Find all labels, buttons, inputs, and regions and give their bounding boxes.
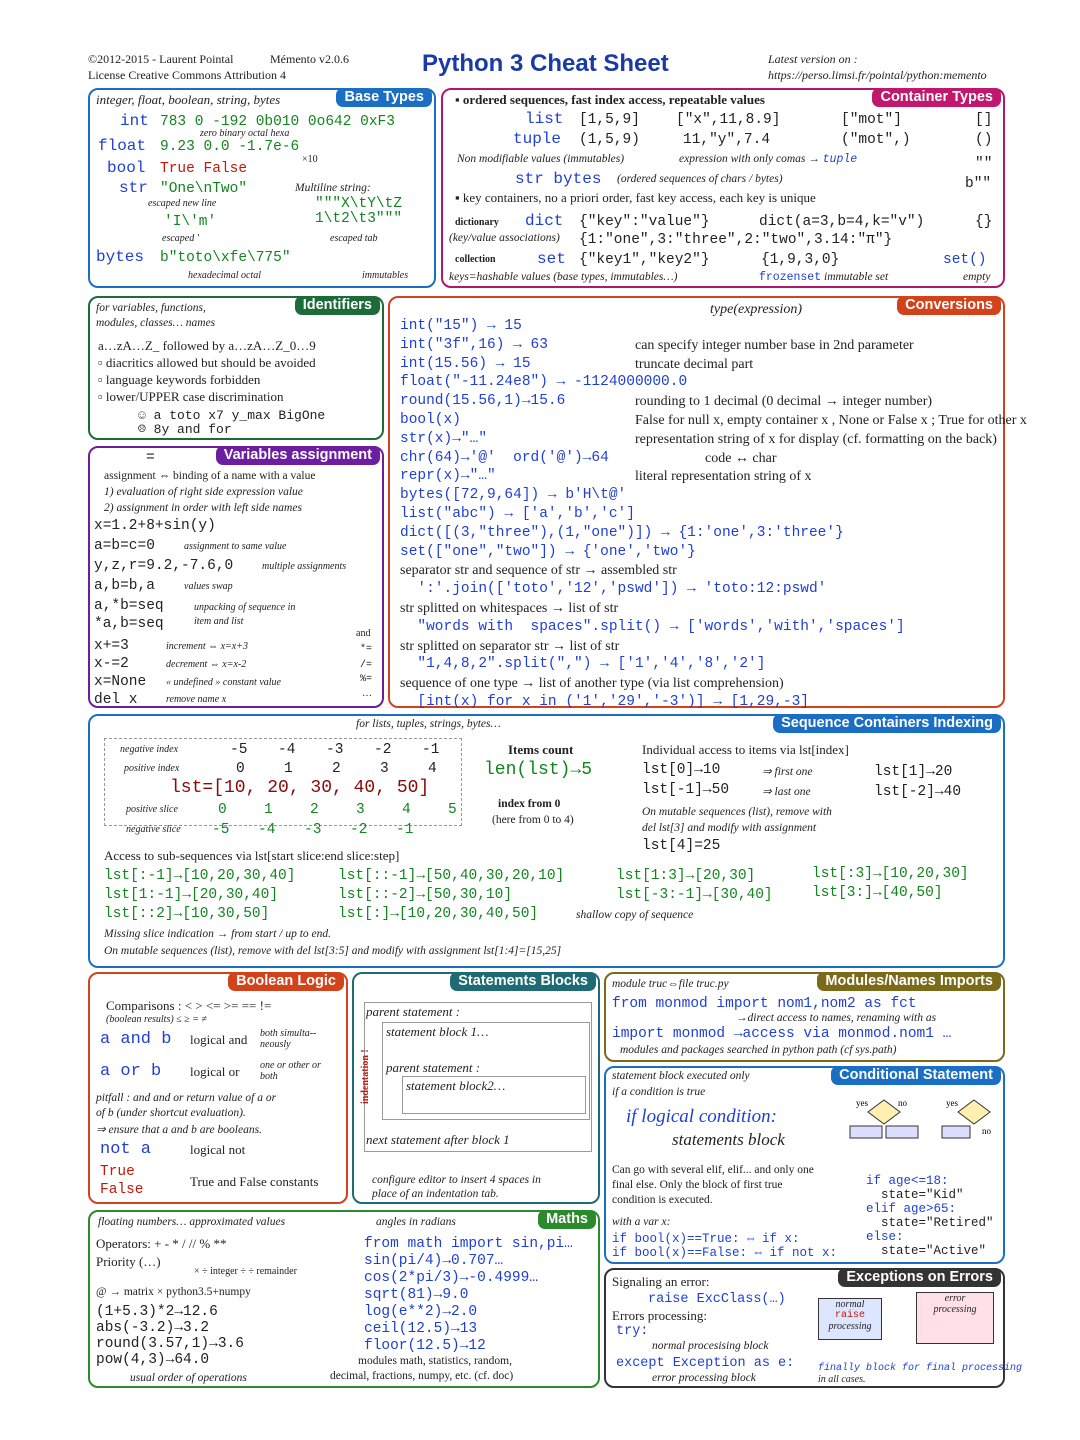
error-label: error — [944, 1293, 966, 1304]
lst-literal: lst=[10, 20, 30, 40, 50] — [170, 778, 430, 798]
pos-slice-2: 2 — [310, 802, 319, 818]
empty-label: empty — [963, 271, 991, 283]
conv-code-7: chr(64)→'@' ord('@')→64 — [400, 449, 609, 466]
var-ex-2: a=b=c=0 — [94, 538, 155, 554]
mutable-3: lst[4]=25 — [642, 838, 721, 854]
conv-desc-15: str splitted on whitespaces → list of str — [400, 601, 619, 616]
conv-code-3: float("-11.24e8") → -1124000000.0 — [400, 374, 688, 391]
conv-code-2: int(15.56) → 15 — [400, 355, 531, 372]
pos-slice-4: 4 — [402, 802, 411, 818]
conv-desc-2: truncate decimal part — [635, 356, 754, 372]
ordered-seq: ▪ ordered sequences, fast index access, repeatable values — [455, 92, 765, 107]
slice-example-3: lst[:3]→[10,20,30] — [812, 866, 969, 882]
collection-label: collection — [455, 254, 496, 265]
list-example-2: ["x",11,8.9] — [676, 112, 781, 128]
conv-code-10: list("abc") → ['a','b','c'] — [400, 506, 635, 522]
conv-desc-17: str splitted on separator str → list of str — [400, 638, 620, 654]
finally-note: finally block for final processing — [818, 1363, 1023, 1374]
list-keyword: list — [525, 110, 564, 128]
neg-index-1: -4 — [278, 742, 296, 758]
var-ex-3: y,z,r=9.2,-7.6,0 — [94, 558, 234, 574]
var-ex-56-desc1: unpacking of sequence in — [194, 602, 296, 613]
float-approx: floating numbers… approximated values — [98, 1216, 286, 1228]
age-6: state="Active" — [866, 1244, 987, 1258]
assign-symbol: = — [146, 450, 155, 466]
identifiers-panel — [88, 296, 384, 440]
ident-intro-2: modules, classes… names — [96, 317, 216, 329]
math-module-2: cos(2*pi/3)→-0.4999… — [364, 1270, 539, 1286]
empty-bytes: b"" — [965, 176, 992, 192]
list-example-3: ["mot"] — [841, 112, 902, 128]
not-example: not a — [100, 1140, 152, 1159]
pos-index-0: 0 — [236, 761, 245, 777]
strbytes-desc: (ordered sequences of chars / bytes) — [617, 173, 783, 185]
bytes-sub: hexadecimal octal — [188, 270, 262, 281]
tuple-example-2: 11,"y",7.4 — [683, 132, 771, 148]
neg-slice-2: -3 — [304, 822, 322, 838]
list-empty: [] — [975, 112, 993, 128]
frozenset-note: frozenset immutable set — [759, 271, 889, 284]
conditional-title: Conditional Statement — [831, 1066, 1001, 1085]
raise-label: raise — [834, 1310, 865, 1321]
indexing-panel — [88, 714, 1005, 968]
var-ex-5: a,*b=seq — [94, 598, 164, 614]
idx-intro: for lists, tuples, strings, bytes… — [356, 718, 501, 730]
conv-code-1: int("3f",16) → 63 — [400, 336, 548, 353]
bool-keyword: bool — [107, 159, 146, 177]
individual-access: Individual access to items via lst[index] — [642, 742, 849, 757]
vars-desc-1: assignment ⇔ binding of a name with a value — [104, 470, 316, 482]
var-ex-8: x-=2 — [94, 656, 129, 672]
keys-hashable: keys=hashable values (base types, immutables…) — [449, 271, 678, 283]
try-keyword: try: — [616, 1324, 649, 1339]
true-false-desc: True and False constants — [190, 1174, 319, 1189]
blocks-title: Statements Blocks — [450, 972, 596, 991]
math-example-2: round(3.57,1)→3.6 — [96, 1336, 244, 1352]
int-values: 783 0 -192 0b010 0o642 0xF3 — [160, 114, 395, 130]
modules-list-2: decimal, fractions, numpy, etc. (cf. doc) — [330, 1370, 514, 1382]
on-mutable: On mutable sequences (list), remove with del lst[3:5] and modify with assignment lst[1:4]=[15,25] — [104, 945, 562, 957]
age-5: else: — [866, 1230, 904, 1244]
normal-block: normal procesising block — [652, 1340, 769, 1352]
tuple-keyword: tuple — [513, 130, 562, 148]
blocks-panel — [352, 972, 600, 1204]
raise-example: raise ExcClass(…) — [648, 1292, 786, 1307]
statements-block: statements block — [672, 1130, 785, 1149]
pos-slice-5: 5 — [448, 802, 457, 818]
set-keyword: set — [537, 250, 566, 268]
dict-example-2: dict(a=3,b=4,k="v") — [759, 214, 925, 230]
pos-index-3: 3 — [380, 761, 389, 777]
parent-stmt-1: parent statement : — [366, 1004, 461, 1019]
op-div: /= — [360, 660, 373, 671]
set-empty: set() — [943, 252, 987, 268]
conv-desc-19: sequence of one type → list of another type (via list comprehension) — [400, 676, 784, 692]
var-ex-3-desc: multiple assignments — [262, 561, 347, 572]
index-from-0-b: (here from 0 to 4) — [492, 814, 574, 826]
modules-title: Modules/Names Imports — [817, 972, 1001, 991]
neg-index-3: -2 — [374, 742, 392, 758]
math-module-6: floor(12.5)→12 — [364, 1338, 486, 1354]
base-types-panel — [88, 88, 436, 288]
comparisons: Comparisons : < > <= >= == != — [106, 998, 272, 1013]
var-ex-7-desc: increment ⇔ x=x+3 — [166, 641, 248, 652]
neg-index-label: negative index — [120, 744, 179, 755]
tuple-empty: () — [975, 132, 993, 148]
age-1: if age<=18: — [866, 1174, 949, 1188]
var-ex-9-desc: « undefined » constant value — [166, 677, 281, 688]
dict-keyword: dict — [525, 212, 564, 230]
dict-assoc: (key/value associations) — [449, 232, 560, 244]
conv-desc-5: False for null x, empty container x , None or False x ; True for other x — [635, 413, 1027, 428]
conv-desc-6: representation string of x for display (cf. formatting on the back) — [635, 431, 997, 447]
conv-code-16: "words with spaces".split() → ['words','with','spaces'] — [400, 618, 905, 635]
conv-code-8: repr(x)→"…" — [400, 468, 496, 485]
error-processing-label: processing — [933, 1304, 977, 1315]
float-values: 9.23 0.0 -1.7e-6 — [160, 139, 300, 155]
conversions-title: Conversions — [897, 296, 1001, 315]
var-ex-56-desc2: item and list — [194, 616, 244, 627]
ident-rule-4: ▫ lower/UPPER case discrimination — [98, 389, 284, 404]
slice-example-9: lst[:]→[10,20,30,40,50] — [338, 906, 539, 922]
op-mul: *= — [360, 644, 373, 655]
finally-note-2: in all cases. — [818, 1374, 866, 1385]
age-4: state="Retired" — [866, 1216, 994, 1230]
errors-processing: Errors processing: — [612, 1308, 707, 1323]
neg-index-0: -5 — [230, 742, 248, 758]
stmt-block-2: statement block2… — [406, 1078, 506, 1093]
tuple-example-3: ("mot",) — [841, 132, 911, 148]
str-sub2: escaped ' — [162, 233, 199, 244]
access-3: lst[-1]→50 — [642, 782, 730, 798]
conv-code-11: dict([(3,"three"),(1,"one")]) → {1:'one',3:'three'} — [400, 524, 844, 541]
tuple-example-1: (1,5,9) — [579, 132, 640, 148]
and-desc: logical and — [190, 1032, 248, 1047]
set-example-1: {"key1","key2"} — [579, 252, 710, 268]
key-containers: ▪ key containers, no a priori order, fast key access, each key is unique — [455, 190, 816, 205]
len-example: len(lst)→5 — [484, 760, 593, 780]
normal-label: normal — [835, 1299, 865, 1310]
mutable-2: del lst[3] and modify with assignment — [642, 822, 817, 834]
expr-comma-note: expression with only comas → tuple — [679, 153, 858, 166]
ident-rule-2: ▫ diacritics allowed but should be avoided — [98, 355, 316, 370]
base-intro: integer, float, boolean, string, bytes — [96, 92, 281, 107]
pitfall-2: of b (under shortcut evaluation). — [96, 1107, 246, 1119]
ident-intro-1: for variables, functions, — [96, 302, 206, 314]
normal-processing-box — [818, 1298, 882, 1340]
maths-title: Maths — [538, 1210, 596, 1229]
dict-example-1: {"key":"value"} — [579, 214, 710, 230]
or-desc: logical or — [190, 1064, 240, 1079]
str-value: "One\nTwo" — [160, 181, 248, 197]
conv-code-5: bool(x) — [400, 412, 461, 428]
conversions-panel — [388, 296, 1027, 710]
module-file: module truc⇔file truc.py — [612, 978, 729, 990]
license: License Creative Commons Attribution 4 — [88, 68, 286, 82]
pos-slice-3: 3 — [356, 802, 365, 818]
dictionary-label: dictionary — [455, 217, 499, 228]
container-types-title: Container Types — [872, 88, 1001, 107]
or-example: a or b — [100, 1062, 162, 1081]
pos-index-1: 1 — [284, 761, 293, 777]
priority: Priority (…) — [96, 1254, 161, 1269]
modules-panel — [604, 972, 1005, 1062]
slice-example-1: lst[::-1]→[50,40,30,20,10] — [338, 868, 565, 884]
conv-code-0: int("15") → 15 — [400, 318, 522, 334]
list-example-1: [1,5,9] — [579, 112, 640, 128]
matrix-op: @ → matrix × python3.5+numpy — [96, 1286, 251, 1298]
neg-index-4: -1 — [422, 742, 440, 758]
latest-url[interactable]: https://perso.limsi.fr/pointal/python:memento — [768, 68, 987, 82]
page-title: Python 3 Cheat Sheet — [422, 50, 669, 77]
conv-code-9: bytes([72,9,64]) → b'H\t@' — [400, 487, 627, 504]
vars-desc-2: 1) evaluation of right side expression value — [104, 486, 303, 498]
math-module-1: sin(pi/4)→0.707… — [364, 1253, 504, 1269]
slice-example-5: lst[::-2]→[50,30,10] — [338, 887, 513, 903]
str-keyword: str — [119, 179, 148, 197]
neg-slice-4: -1 — [396, 822, 414, 838]
immutables-note: immutables — [362, 270, 409, 281]
and-desc-2: both simulta--neously — [260, 1028, 317, 1050]
pos-slice-1: 1 — [264, 802, 273, 818]
cond-desc-1: statement block executed only — [612, 1070, 750, 1082]
shallow-copy: shallow copy of sequence — [576, 909, 694, 921]
math-example-1: abs(-3.2)→3.2 — [96, 1320, 210, 1336]
set-example-2: {1,9,3,0} — [761, 252, 840, 268]
pitfall-1: pitfall : and and or return value of a or — [96, 1092, 277, 1104]
int-keyword: int — [120, 112, 149, 130]
exceptions-panel — [604, 1268, 1023, 1388]
identifiers-title: Identifiers — [295, 296, 380, 315]
boolean-panel — [88, 972, 348, 1204]
conv-code-12: set(["one","two"]) → {'one','two'} — [400, 543, 696, 560]
pos-index-2: 2 — [332, 761, 341, 777]
ident-rule-3: ▫ language keywords forbidden — [98, 372, 261, 387]
var-ex-2-desc: assignment to same value — [184, 541, 287, 552]
access-3-desc: ⇒ last one — [762, 786, 811, 798]
age-3: elif age>65: — [866, 1202, 957, 1216]
var-ex-6: *a,b=seq — [94, 616, 164, 632]
neg-slice-3: -2 — [350, 822, 368, 838]
ordered-text: ordered sequences, fast index access, repeatable values — [462, 92, 765, 107]
access-1: lst[0]→10 — [642, 762, 721, 778]
conv-code-18: "1,4,8,2".split(",") → ['1','4','8','2'] — [400, 656, 766, 673]
conv-code-20: [int(x) for x in ('1','29','-3')] → [1,29,-3] — [400, 694, 809, 710]
access-4: lst[-2]→40 — [874, 784, 962, 800]
elif-desc-3: condition is executed. — [612, 1194, 713, 1206]
next-stmt: next statement after block 1 — [366, 1132, 510, 1147]
error-processing-box — [916, 1292, 994, 1344]
op-and: and — [356, 628, 371, 639]
str-sub1: escaped new line — [148, 198, 217, 209]
var-ex-1: x=1.2+8+sin(y) — [94, 518, 216, 534]
usual-order: usual order of operations — [130, 1372, 247, 1384]
flowchart-icon — [844, 1096, 1004, 1156]
math-example-3: pow(4,3)→64.0 — [96, 1352, 210, 1368]
base-types-title: Base Types — [336, 88, 432, 107]
sub-sequences: Access to sub-sequences via lst[start slice:end slice:step] — [104, 848, 400, 863]
conv-code-6: str(x)→"…" — [400, 430, 488, 447]
elif-desc-2: final else. Only the block of first true — [612, 1179, 783, 1191]
slice-example-6: lst[-3:-1]→[30,40] — [616, 887, 773, 903]
true-const: True — [100, 1164, 135, 1180]
configure-1: configure editor to insert 4 spaces in — [372, 1174, 541, 1186]
boolean-title: Boolean Logic — [228, 972, 344, 991]
slice-example-7: lst[3:]→[40,50] — [812, 885, 943, 901]
angles-radians: angles in radians — [376, 1216, 456, 1228]
index-from-0: index from 0 — [498, 798, 561, 810]
flow-no-1: no — [898, 1098, 907, 1108]
age-2: state="Kid" — [866, 1188, 964, 1202]
conv-desc-8: literal representation string of x — [635, 469, 812, 485]
items-count-title: Items count — [508, 742, 574, 757]
dict-empty: {} — [975, 214, 993, 230]
latest-label: Latest version on : — [768, 52, 858, 66]
math-module-4: log(e**2)→2.0 — [364, 1304, 478, 1320]
nonmod-note: Non modifiable values (immutables) — [457, 153, 625, 165]
conv-desc-7: code ↔ char — [705, 450, 777, 466]
ident-good: ☺ a toto x7 y_max BigOne — [138, 408, 326, 423]
flow-no-2: no — [982, 1126, 991, 1136]
bytes-keyword: bytes — [96, 248, 145, 266]
ident-bad: ☹ 8y and for — [138, 422, 232, 437]
slice-example-8: lst[::2]→[10,30,50] — [104, 906, 270, 922]
exceptions-title: Exceptions on Errors — [838, 1268, 1001, 1287]
signaling: Signaling an error: — [612, 1274, 710, 1289]
var-ex-8-desc: decrement ⇔ x=x-2 — [166, 659, 247, 670]
str-quote: 'I\'m' — [164, 214, 217, 230]
direct-access: →direct access to names, renaming with as — [736, 1012, 937, 1024]
python-path: modules and packages searched in python path (cf sys.path) — [620, 1044, 897, 1056]
mutable-1: On mutable sequences (list), remove with — [642, 806, 832, 818]
empty-str: "" — [975, 156, 993, 172]
vars-desc-3: 2) assignment in order with left side names — [104, 502, 302, 514]
str-sub3: escaped tab — [330, 233, 378, 244]
pitfall-3: ⇒ ensure that a and b are booleans. — [96, 1124, 262, 1136]
copyright: ©2012-2015 - Laurent Pointal — [88, 52, 234, 66]
var-ex-4: a,b=b,a — [94, 578, 155, 594]
from-import: from monmod import nom1,nom2 as fct — [612, 996, 917, 1012]
if-condition: if logical condition: — [626, 1106, 777, 1127]
str-triple1: """X\tY\tZ — [315, 196, 403, 212]
op-ellipsis: … — [362, 688, 372, 699]
processing-label: processing — [828, 1321, 872, 1332]
var-ex-7: x+=3 — [94, 638, 129, 654]
slice-example-0: lst[:-1]→[10,20,30,40] — [104, 868, 296, 884]
strbytes-keyword: str bytes — [515, 170, 602, 188]
error-block: error processing block — [652, 1372, 756, 1384]
configure-2: place of an indentation tab. — [372, 1188, 499, 1200]
memento-version: Mémento v2.0.6 — [270, 52, 349, 66]
with-var: with a var x: — [612, 1216, 671, 1228]
indexing-title: Sequence Containers Indexing — [773, 714, 1001, 733]
math-module-3: sqrt(81)→9.0 — [364, 1287, 469, 1303]
neg-slice-0: -5 — [212, 822, 230, 838]
math-module-0: from math import sin,pi… — [364, 1236, 573, 1252]
conditional-panel — [604, 1066, 1005, 1264]
float-keyword: float — [98, 137, 147, 155]
int-sublabels: zero binary octal hexa — [200, 128, 290, 139]
modules-list-1: modules math, statistics, random, — [358, 1355, 512, 1367]
float-exp: ×10 — [302, 154, 318, 165]
not-desc: logical not — [190, 1142, 246, 1157]
comparisons-results: (boolean results) ≤ ≥ = ≠ — [106, 1014, 207, 1025]
bool-true: if bool(x)==True: ⇔ if x: — [612, 1232, 800, 1246]
conv-code-4: round(15.56,1)→15.6 — [400, 393, 566, 410]
indentation-label: indentation ! — [360, 1049, 371, 1104]
str-triple2: 1\t2\t3""" — [315, 211, 403, 227]
access-2: lst[1]→20 — [874, 764, 953, 780]
parent-stmt-2: parent statement : — [386, 1060, 481, 1075]
str-multiline: Multiline string: — [295, 182, 371, 194]
pos-slice-label: positive slice — [126, 804, 178, 815]
conv-desc-1: can specify integer number base in 2nd parameter — [635, 337, 914, 353]
maths-panel — [88, 1210, 600, 1388]
variables-panel — [88, 446, 384, 708]
slice-example-2: lst[1:3]→[20,30] — [616, 868, 756, 884]
stmt-block-1: statement block 1… — [386, 1024, 489, 1039]
math-module-5: ceil(12.5)→13 — [364, 1321, 478, 1337]
bytes-value: b"toto\xfe\775" — [160, 250, 291, 266]
neg-index-2: -3 — [326, 742, 344, 758]
or-desc-2: one or other or both — [260, 1060, 321, 1082]
except-line: except Exception as e: — [616, 1356, 795, 1371]
missing-slice: Missing slice indication → from start / up to end. — [104, 928, 332, 940]
pos-index-label: positive index — [124, 763, 180, 774]
elif-desc-1: Can go with several elif, elif... and only one — [612, 1164, 814, 1176]
false-const: False — [100, 1182, 144, 1198]
flow-yes-2: yes — [946, 1098, 958, 1108]
var-ex-4-desc: values swap — [184, 581, 233, 592]
math-example-0: (1+5.3)*2→12.6 — [96, 1304, 218, 1320]
and-example: a and b — [100, 1030, 172, 1049]
access-1-desc: ⇒ first one — [762, 766, 813, 778]
dict-example-3: {1:"one",3:"three",2:"two",3.14:"π"} — [579, 232, 893, 248]
pos-slice-0: 0 — [218, 802, 227, 818]
cond-desc-2: if a condition is true — [612, 1086, 706, 1098]
conv-desc-13: separator str and sequence of str → assembled str — [400, 563, 677, 579]
operators-sub: × ÷ integer ÷ ÷ remainder — [194, 1266, 297, 1277]
conv-header: type(expression) — [710, 302, 802, 317]
var-ex-10: del x — [94, 692, 138, 708]
container-types-panel — [441, 88, 1005, 288]
flow-yes-1: yes — [856, 1098, 868, 1108]
bool-false: if bool(x)==False: ⇔ if not x: — [612, 1246, 838, 1260]
var-ex-9: x=None — [94, 674, 147, 690]
op-mod: %= — [360, 674, 373, 685]
variables-title: Variables assignment — [216, 446, 380, 465]
operators: Operators: + - * / // % ** — [96, 1236, 227, 1251]
neg-slice-label: negative slice — [126, 824, 181, 835]
conv-desc-4: rounding to 1 decimal (0 decimal → integer number) — [635, 394, 933, 410]
neg-slice-1: -4 — [258, 822, 276, 838]
var-ex-10-desc: remove name x — [166, 694, 227, 705]
ident-rule-1: a…zA…Z_ followed by a…zA…Z_0…9 — [98, 338, 316, 353]
slice-example-4: lst[1:-1]→[20,30,40] — [104, 887, 279, 903]
conv-code-14: ':'.join(['toto','12','pswd']) → 'toto:12:pswd' — [400, 581, 827, 598]
pos-index-4: 4 — [428, 761, 437, 777]
bool-values: True False — [160, 161, 248, 177]
import-module: import monmod →access via monmod.nom1 … — [612, 1026, 952, 1042]
